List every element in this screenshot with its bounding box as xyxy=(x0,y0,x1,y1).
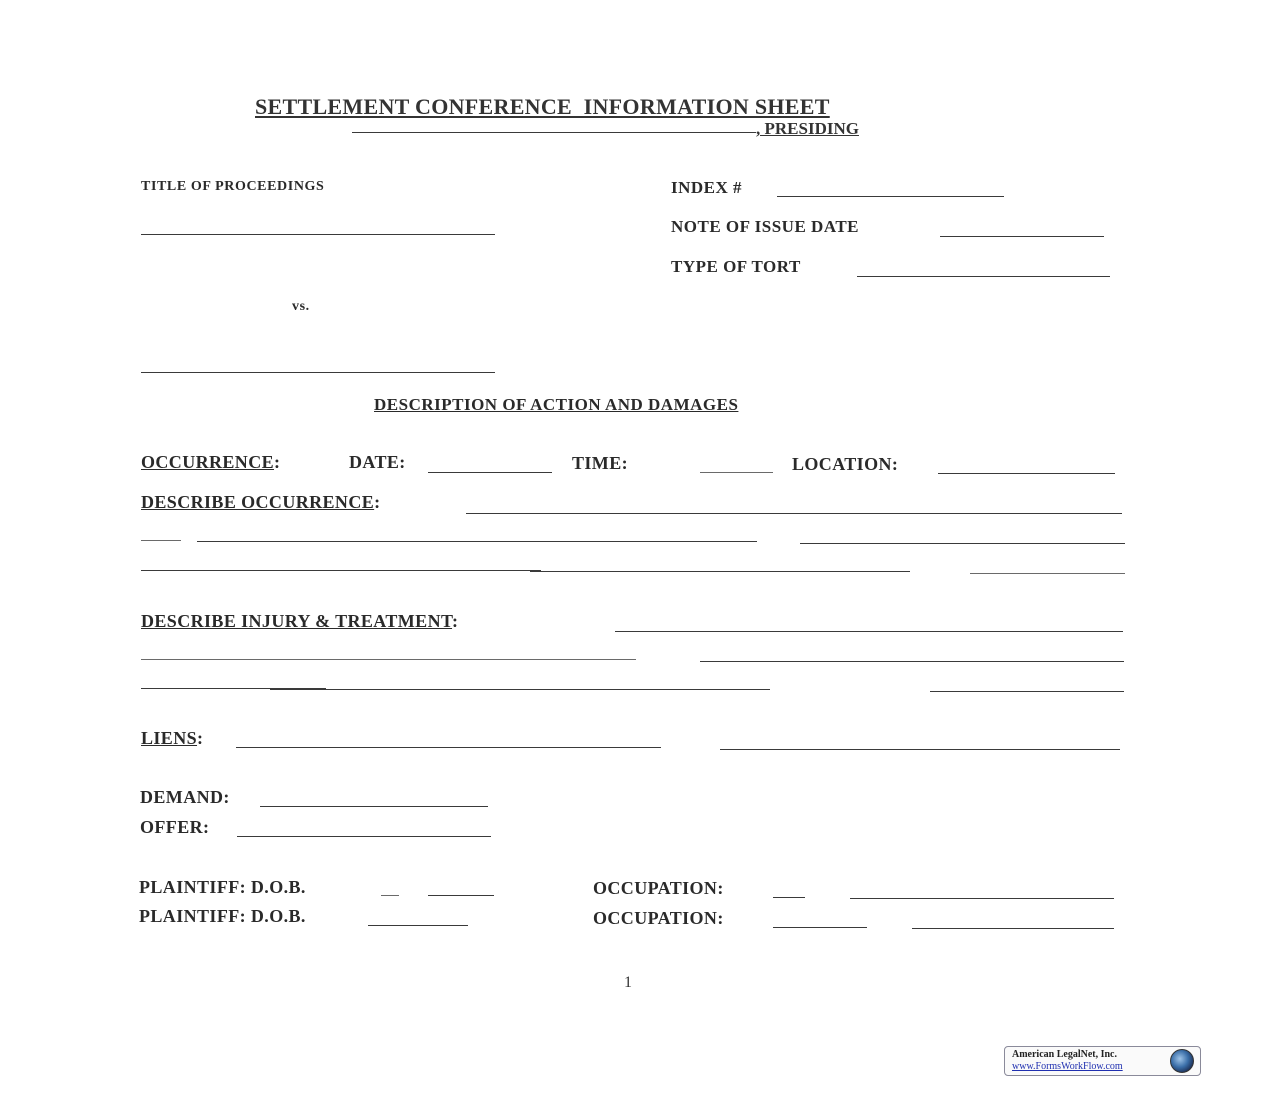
describe-occurrence-label: DESCRIBE OCCURRENCE xyxy=(141,492,375,512)
index-number-line xyxy=(777,196,1004,197)
plaintiff-1-occupation-field[interactable] xyxy=(773,877,1114,897)
plaintiff-2-dob-field[interactable] xyxy=(368,906,495,926)
plaintiff-1-occupation-label: OCCUPATION: xyxy=(593,878,724,898)
describe-occurrence-line-1 xyxy=(466,513,1122,514)
demand-line xyxy=(260,806,488,807)
describe-occurrence-line-3c xyxy=(970,573,1125,574)
defendant-name-field[interactable] xyxy=(141,352,495,372)
date-label: DATE: xyxy=(349,452,406,472)
offer-label: OFFER: xyxy=(140,817,210,837)
occurrence-location-line xyxy=(938,473,1115,474)
injury-line-1 xyxy=(615,631,1123,632)
section-heading: DESCRIPTION OF ACTION AND DAMAGES xyxy=(374,395,739,414)
injury-colon: : xyxy=(452,611,459,631)
type-of-tort-field[interactable] xyxy=(857,256,1110,276)
injury-line-3c xyxy=(930,691,1124,692)
plaintiff-2-occupation-line-b xyxy=(912,928,1114,929)
injury-line-2b xyxy=(700,661,1124,662)
occurrence-time-line xyxy=(700,472,773,473)
describe-occurrence-line-2b xyxy=(197,541,757,542)
defendant-name-line xyxy=(141,372,495,373)
liens-colon: : xyxy=(197,728,204,748)
liens-label: LIENS xyxy=(141,728,198,748)
location-label: LOCATION: xyxy=(792,454,899,474)
injury-treatment-label: DESCRIBE INJURY & TREATMENT xyxy=(141,611,453,631)
title-of-proceedings-label: TITLE OF PROCEEDINGS xyxy=(141,179,325,194)
time-label: TIME: xyxy=(572,453,628,473)
page-number: 1 xyxy=(624,974,632,991)
demand-label: DEMAND: xyxy=(140,787,230,807)
plaintiff-name-field[interactable] xyxy=(141,214,495,234)
occurrence-time-field[interactable] xyxy=(655,452,773,472)
logo-company-name: American LegalNet, Inc. xyxy=(1012,1049,1117,1060)
injury-line-3b xyxy=(270,689,770,690)
offer-field[interactable] xyxy=(237,817,491,837)
describe-occurrence-line-2c xyxy=(800,543,1125,544)
plaintiff-1-occupation-line-b xyxy=(850,898,1114,899)
index-number-label: INDEX # xyxy=(671,178,743,197)
plaintiff-2-occupation-line-a xyxy=(773,927,867,928)
plaintiff-2-dob-line xyxy=(368,925,468,926)
index-number-field[interactable] xyxy=(777,176,1004,196)
plaintiff-2-dob-label: PLAINTIFF: D.O.B. xyxy=(139,906,306,926)
plaintiff-2-occupation-field[interactable] xyxy=(773,907,1114,927)
logo-url-link[interactable]: www.FormsWorkFlow.com xyxy=(1012,1061,1123,1072)
injury-treatment-field[interactable] xyxy=(141,612,1125,692)
occurrence-date-line xyxy=(428,472,552,473)
plaintiff-2-occupation-label: OCCUPATION: xyxy=(593,908,724,928)
type-of-tort-label: TYPE OF TORT xyxy=(671,257,801,276)
liens-field[interactable] xyxy=(236,728,1120,748)
plaintiff-1-dob-label: PLAINTIFF: D.O.B. xyxy=(139,877,306,897)
plaintiff-1-dob-line-a xyxy=(381,895,399,896)
demand-field[interactable] xyxy=(260,787,488,807)
note-of-issue-date-line xyxy=(940,236,1104,237)
describe-occurrence-colon: : xyxy=(374,492,381,512)
presiding-judge-line[interactable] xyxy=(352,132,756,133)
occurrence-colon: : xyxy=(274,452,281,472)
plaintiff-1-dob-line-b xyxy=(428,895,494,896)
plaintiff-1-occupation-line-a xyxy=(773,897,805,898)
plaintiff-1-dob-field[interactable] xyxy=(368,876,495,896)
offer-line xyxy=(237,836,491,837)
note-of-issue-date-label: NOTE OF ISSUE DATE xyxy=(671,217,860,236)
describe-occurrence-line-3b xyxy=(530,571,910,572)
describe-occurrence-field[interactable] xyxy=(141,493,1125,575)
describe-occurrence-line-3a xyxy=(141,570,541,571)
injury-line-2a xyxy=(141,659,636,660)
occurrence-label-group xyxy=(141,452,280,473)
liens-line-b xyxy=(720,749,1120,750)
globe-icon xyxy=(1170,1049,1194,1073)
type-of-tort-line xyxy=(857,276,1110,277)
presiding-label: , PRESIDING xyxy=(756,119,859,138)
form-title: SETTLEMENT CONFERENCE INFORMATION SHEET xyxy=(255,94,830,119)
occurrence-label: OCCURRENCE xyxy=(141,452,275,472)
american-legalnet-logo xyxy=(1004,1046,1201,1076)
occurrence-location-field[interactable] xyxy=(938,453,1115,473)
versus-label: vs. xyxy=(292,299,310,314)
describe-occurrence-line-2a xyxy=(141,540,181,541)
plaintiff-name-line xyxy=(141,234,495,235)
occurrence-date-field[interactable] xyxy=(428,452,552,472)
liens-label-group xyxy=(141,728,203,749)
liens-line-a xyxy=(236,747,661,748)
note-of-issue-date-field[interactable] xyxy=(940,216,1104,236)
